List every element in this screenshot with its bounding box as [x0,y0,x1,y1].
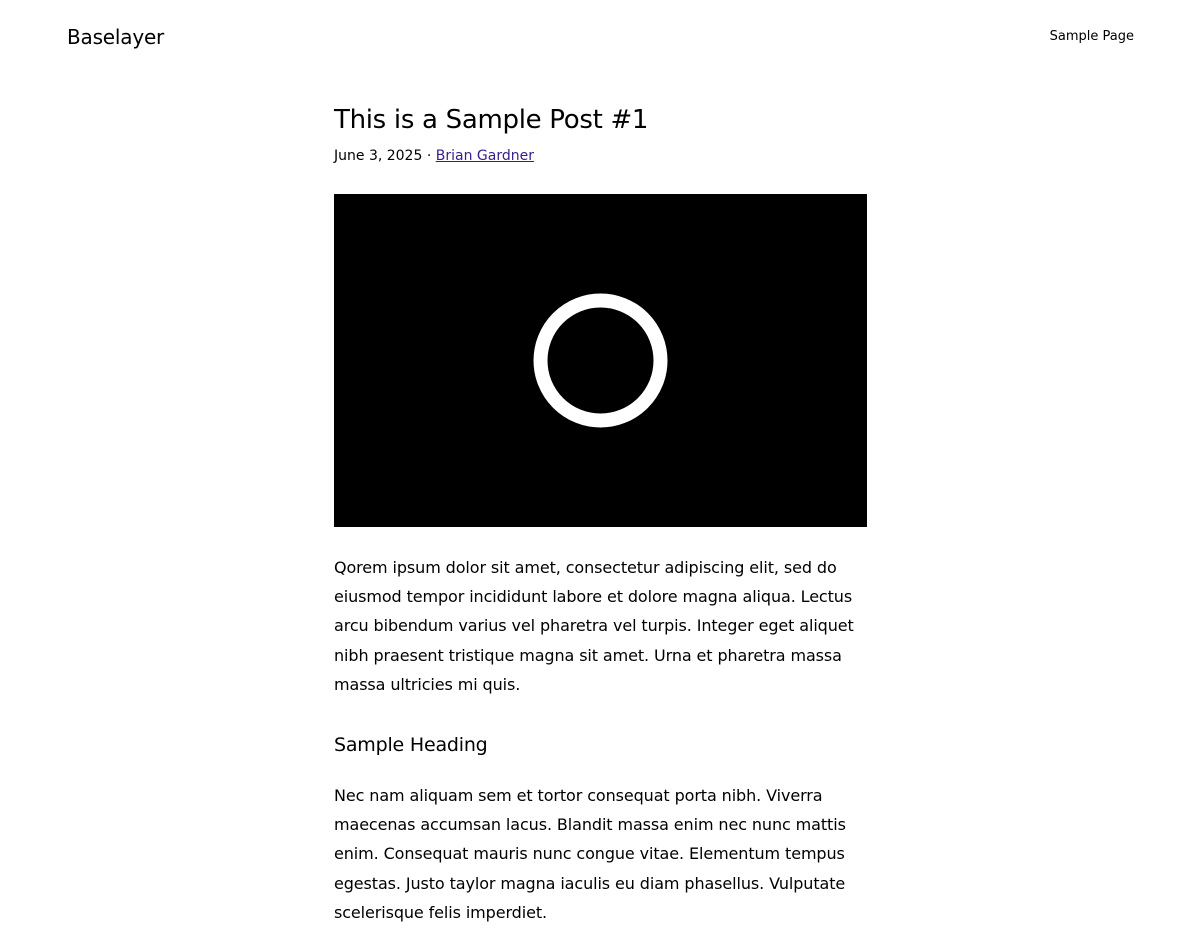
nav-item-sample-page[interactable]: Sample Page [1049,29,1134,44]
site-title-link[interactable]: Baselayer [67,25,165,49]
post-article [334,100,867,927]
post-meta [334,146,867,166]
post-author-link[interactable]: Brian Gardner [435,148,534,164]
circle-ring-icon [334,194,867,527]
post-paragraph: Qorem ipsum dolor sit amet, consectetur adipiscing elit, sed do eiusmod tempor incididunt labore et dolore magna aliqua. Lectus arcu bibendum varius vel pharetra vel turpis. Integer eget aliquet nibh praesent tristique magna sit amet. Urna et pharetra massa massa ultricies mi quis. [334,558,854,694]
post-title: This is a Sample Post #1 [334,105,649,135]
site-header [0,0,1200,74]
post-content [334,553,867,927]
post-paragraph: Nec nam aliquam sem et tortor consequat porta nibh. Viverra maecenas accumsan lacus. Blandit massa enim nec nunc mattis enim. Consequat mauris nunc congue vitae. Elementum tempus egestas. Justo taylor magna iaculis eu diam phasellus. Vulputate scelerisque felis imperdiet. [334,786,846,922]
primary-nav [1050,28,1134,46]
meta-separator: · [426,148,432,164]
section-heading: Sample Heading [334,734,488,757]
featured-image [334,194,867,527]
post-date: June 3, 2025 [334,148,423,164]
